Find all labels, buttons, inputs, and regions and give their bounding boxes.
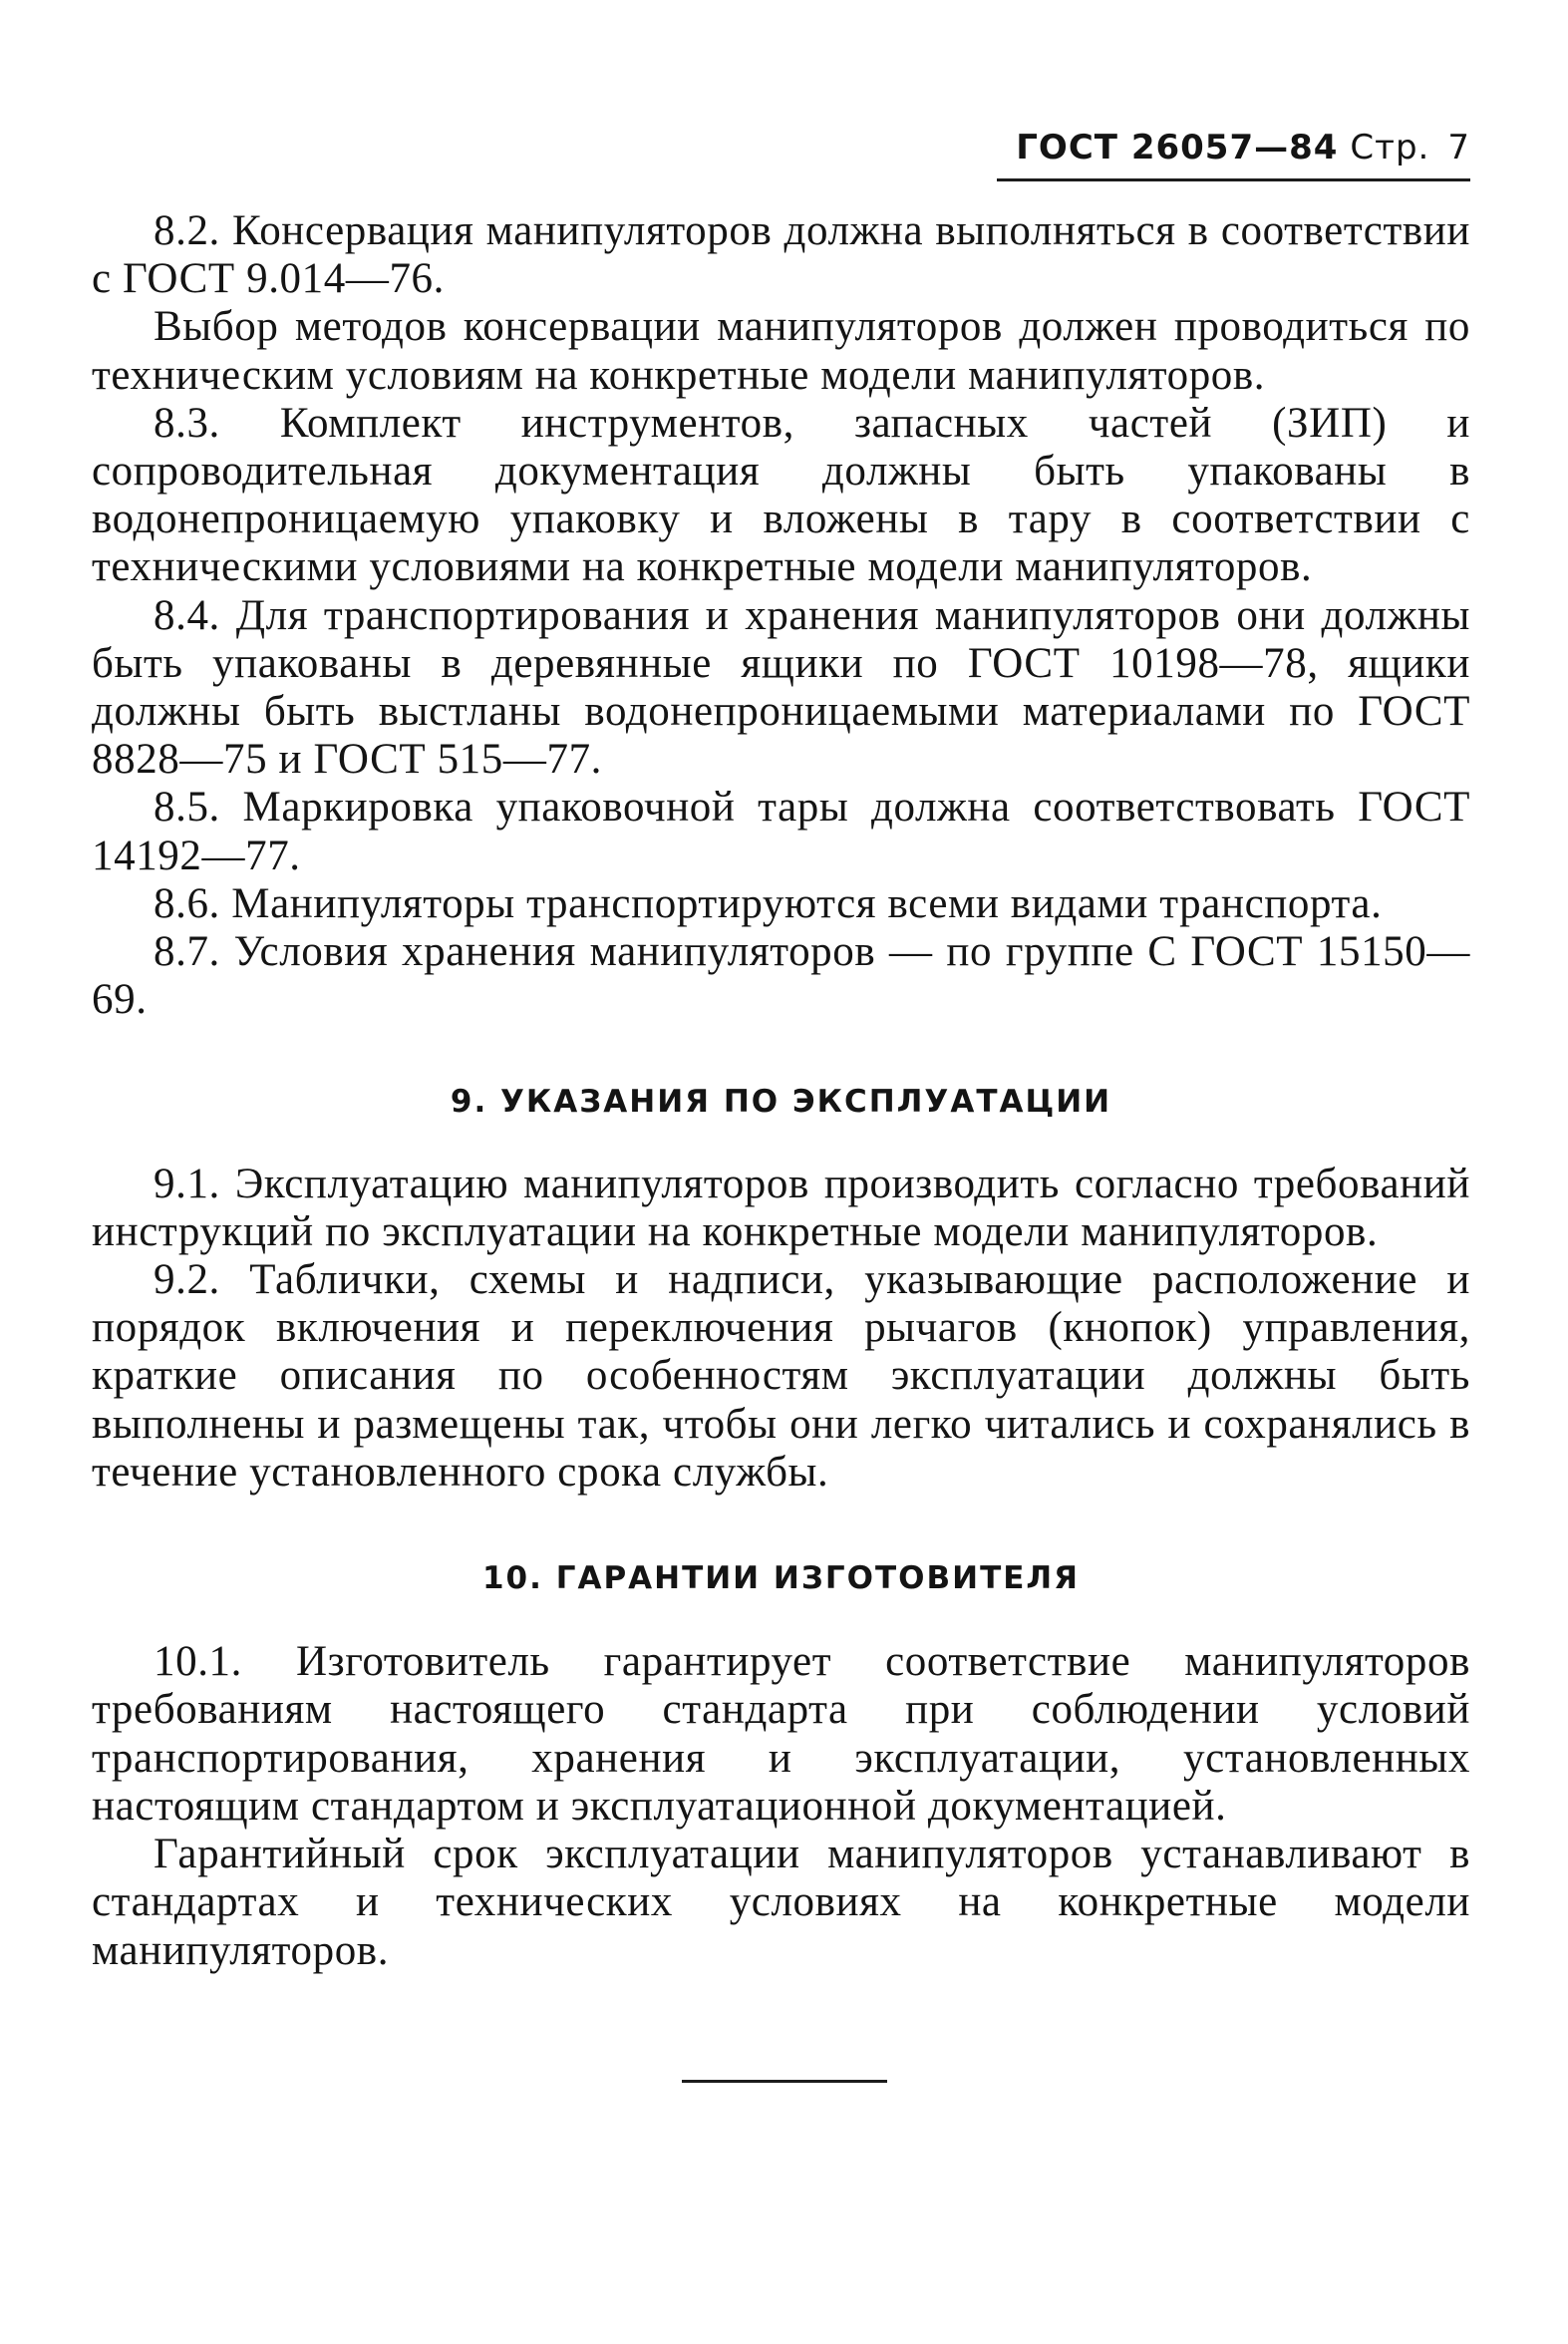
paragraph-8-4: 8.4. Для транспортирования и хранения манипуляторов они должны быть упакованы в деревянные ящики по ГОСТ 10198—78, ящики должны быть выстланы водонепроницаемыми материалами по ГОСТ 8828—75 и ГОСТ 515—77. [92,591,1470,784]
section-9-heading: 9. УКАЗАНИЯ ПО ЭКСПЛУАТАЦИИ [450,1084,1112,1121]
paragraph-8-2: 8.2. Консервация манипуляторов должна выполняться в соответствии с ГОСТ 9.014—76. [92,207,1470,303]
paragraph-8-6: 8.6. Манипуляторы транспортируются всеми видами транспорта. [154,879,1383,927]
end-of-text-rule [682,2080,887,2083]
paragraph-9-2: 9.2. Таблички, схемы и надписи, указывающие расположение и порядок включения и переключения рычагов (кнопок) управления, краткие описания по особенностям эксплуатации должны быть выполнены и размещены так, чтобы они легко читались и сохранялись в течение установленного срока службы. [92,1256,1470,1496]
paragraph-8-2-methods: Выбор методов консервации манипуляторов должен проводиться по техническим условиям на конкретные модели манипуляторов. [92,303,1470,399]
page-number: 7 [1447,128,1470,167]
standard-number: ГОСТ 26057—84 [1016,128,1339,167]
page-label: Стр. [1350,128,1430,167]
paragraph-9-1: 9.1. Эксплуатацию манипуляторов производить согласно требований инструкций по эксплуатации на конкретные модели манипуляторов. [92,1160,1470,1255]
section-10-heading: 10. ГАРАНТИИ ИЗГОТОВИТЕЛЯ [481,1560,1081,1597]
paragraph-10-1: 10.1. Изготовитель гарантирует соответствие манипуляторов требованиям настоящего стандарта при соблюдении условий транспортирования, хранения и эксплуатации, установленных настоящим стандартом и эксплуатационной документацией. [92,1638,1470,1830]
paragraph-8-7: 8.7. Условия хранения манипуляторов — по группе С ГОСТ 15150—69. [92,928,1470,1024]
paragraph-8-5: 8.5. Маркировка упаковочной тары должна соответствовать ГОСТ 14192—77. [92,784,1470,879]
paragraph-8-3: 8.3. Комплект инструментов, запасных частей (ЗИП) и сопроводительная документация должны быть упакованы в водонепроницаемую упаковку и вложены в тару в соответствии с техническими условиями на конкретные модели манипуляторов. [92,399,1470,591]
paragraph-10-warranty: Гарантийный срок эксплуатации манипуляторов устанавливают в стандартах и технических условиях на конкретные модели манипуляторов. [92,1831,1470,1974]
document-body [92,207,1470,1975]
running-header [997,118,1470,181]
